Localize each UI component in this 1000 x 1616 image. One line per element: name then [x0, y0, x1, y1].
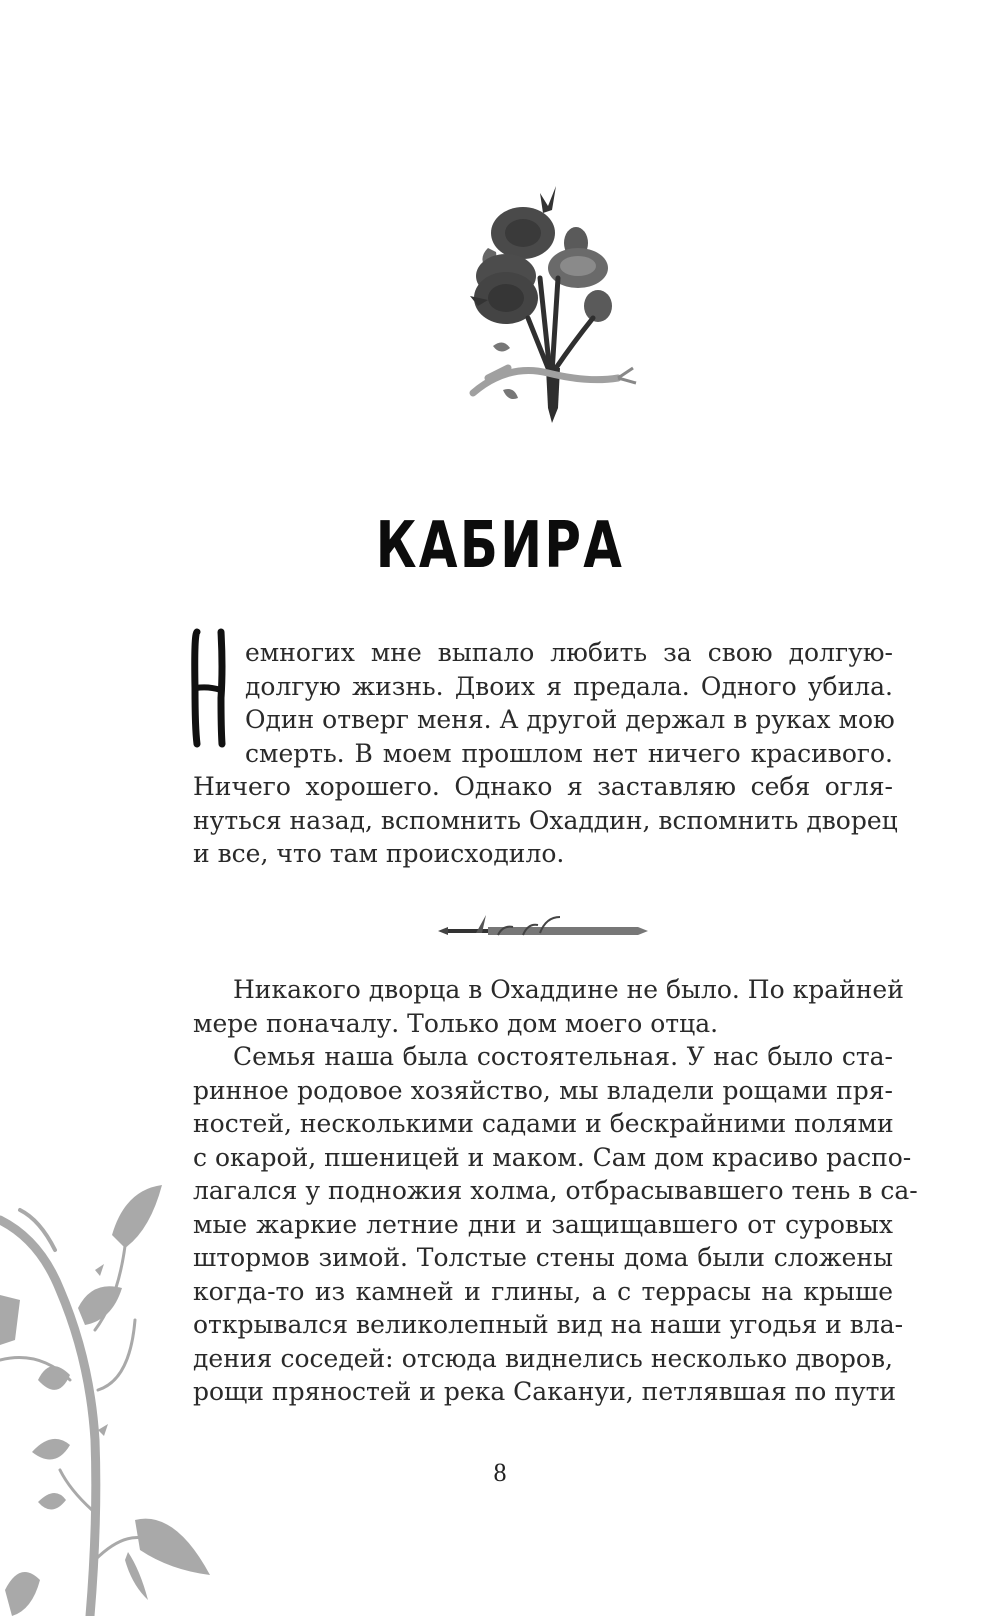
body-paragraphs	[193, 973, 918, 1409]
chapter-title: КАБИРА	[375, 509, 625, 583]
text-line: открывался великолепный вид на наши угодья и вла-	[193, 1310, 904, 1339]
text-line: когда-то из камней и глины, а с террасы на крыше	[193, 1276, 893, 1306]
text-line: и все, что там происходило.	[193, 839, 565, 868]
text-line: ринное родовое хозяйство, мы владели рощами пря-	[193, 1075, 893, 1105]
text-line: долгую жизнь. Двоих я предала. Одного убила.	[245, 671, 893, 701]
rose-bouquet-icon	[448, 168, 648, 428]
opening-paragraph	[193, 636, 898, 871]
text-line: мые жаркие летние дни и защищавшего от суровых	[193, 1209, 893, 1239]
text-line: с окарой, пшеницей и маком. Сам дом красиво распо-	[193, 1142, 912, 1172]
text-line: мере поначалу. Только дом моего отца.	[193, 1008, 719, 1038]
text-line: штормов зимой. Толстые стены дома были сложены	[193, 1243, 893, 1272]
text-line: смерть. В моем прошлом нет ничего красивого.	[245, 738, 893, 768]
text-line: Никакого дворца в Охаддине не было. По крайней	[233, 975, 904, 1004]
text-line: дения соседей: отсюда виднелись несколько дворов,	[193, 1343, 893, 1373]
text-line: ностей, несколькими садами и бескрайними полями	[193, 1109, 894, 1138]
sword-divider-icon	[428, 905, 648, 945]
text-line: Ничего хорошего. Однако я заставляю себя огля-	[193, 772, 893, 801]
text-line: нуться назад, вспомнить Охаддин, вспомнить дворец	[193, 805, 898, 835]
text-line: лагался у подножия холма, отбрасывавшего тень в са-	[193, 1176, 918, 1205]
thorny-vine-icon	[0, 1180, 240, 1616]
page-number: 8	[493, 1458, 507, 1487]
text-line: Один отверг меня. А другой держал в руках мою	[245, 705, 895, 734]
text-line: рощи пряностей и река Сакануи, петлявшая по пути	[193, 1377, 897, 1406]
text-line: Семья наша была состоятельная. У нас было ста-	[233, 1042, 893, 1071]
text-line: емногих мне выпало любить за свою долгую-	[245, 638, 893, 667]
